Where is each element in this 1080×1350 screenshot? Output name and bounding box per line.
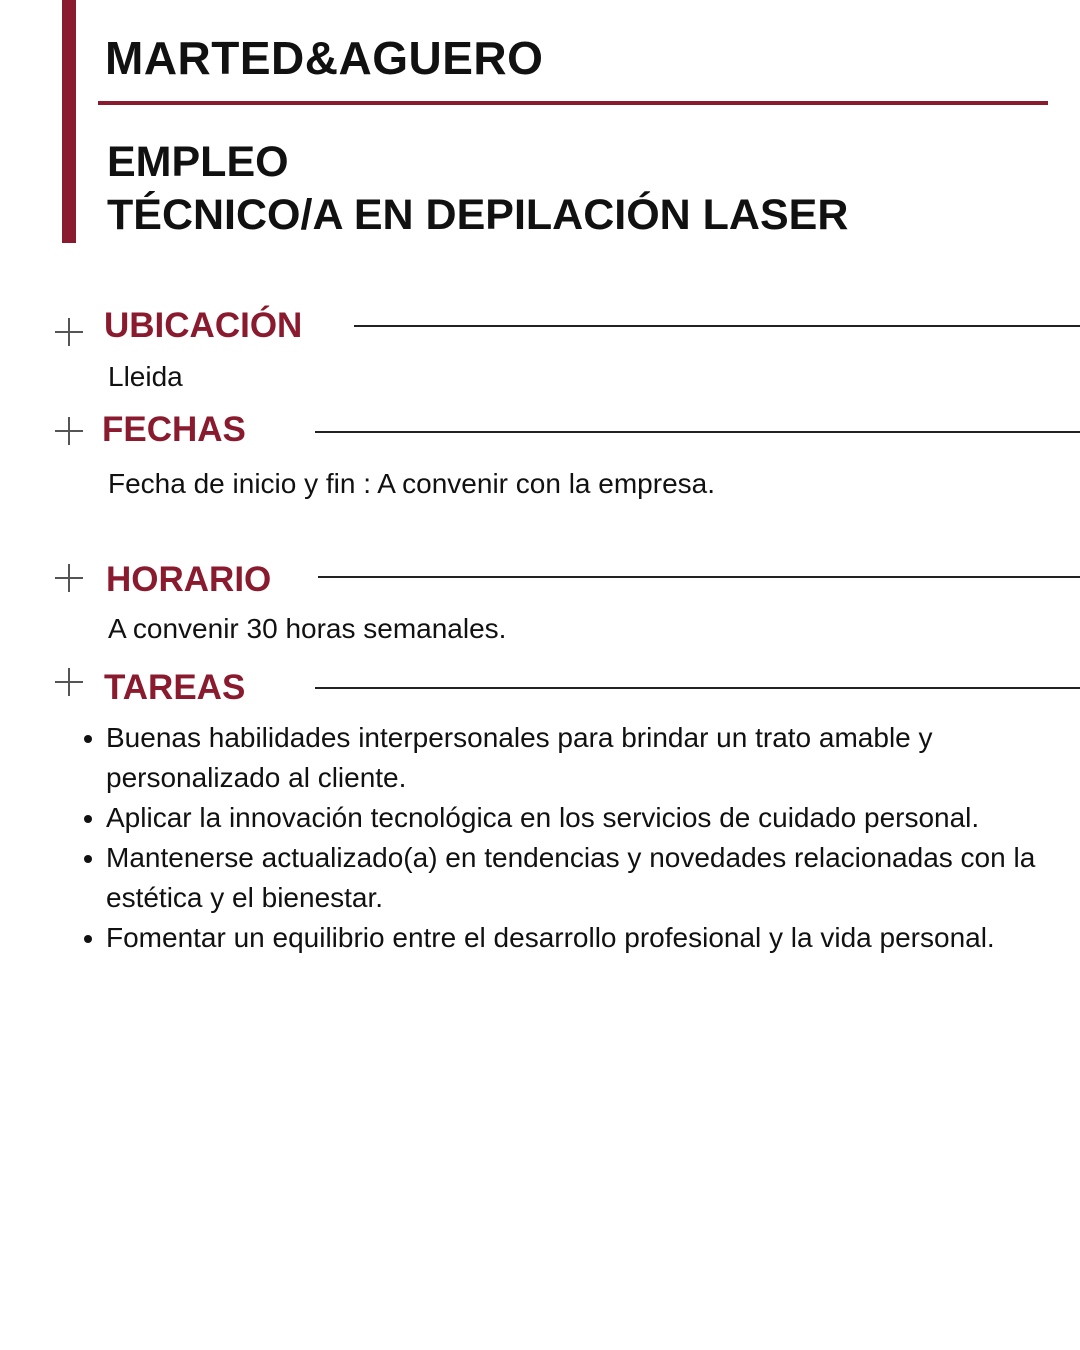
task-item: Aplicar la innovación tecnológica en los servicios de cuidado personal. <box>80 798 1040 838</box>
task-item: Fomentar un equilibrio entre el desarrollo profesional y la vida personal. <box>80 918 1040 958</box>
section-divider <box>318 576 1080 578</box>
section-body-fechas: Fecha de inicio y fin : A convenir con la empresa. <box>108 468 715 499</box>
plus-icon <box>55 668 83 696</box>
section-title-horario: HORARIO <box>106 560 272 599</box>
plus-icon <box>55 564 83 592</box>
job-title-line-2: TÉCNICO/A EN DEPILACIÓN LASER <box>107 191 849 239</box>
section-title-ubicacion: UBICACIÓN <box>104 306 303 345</box>
job-title-line-1: EMPLEO <box>107 138 289 186</box>
header-divider <box>98 101 1048 105</box>
task-item: Mantenerse actualizado(a) en tendencias y novedades relacionadas con la estética y el bienestar. <box>80 838 1040 918</box>
plus-icon <box>55 318 83 346</box>
company-name: MARTED&AGUERO <box>105 32 544 84</box>
section-title-fechas: FECHAS <box>102 410 246 449</box>
task-list <box>80 718 1040 958</box>
plus-icon <box>55 417 83 445</box>
section-body-horario: A convenir 30 horas semanales. <box>108 613 507 644</box>
task-item: Buenas habilidades interpersonales para brindar un trato amable y personalizado al cliente. <box>80 718 1040 798</box>
section-title-tareas: TAREAS <box>104 668 246 707</box>
section-divider <box>354 325 1080 327</box>
section-divider <box>315 431 1080 433</box>
section-divider <box>315 687 1080 689</box>
accent-bar <box>62 0 76 243</box>
job-title <box>107 136 848 242</box>
section-body-ubicacion: Lleida <box>108 361 183 392</box>
